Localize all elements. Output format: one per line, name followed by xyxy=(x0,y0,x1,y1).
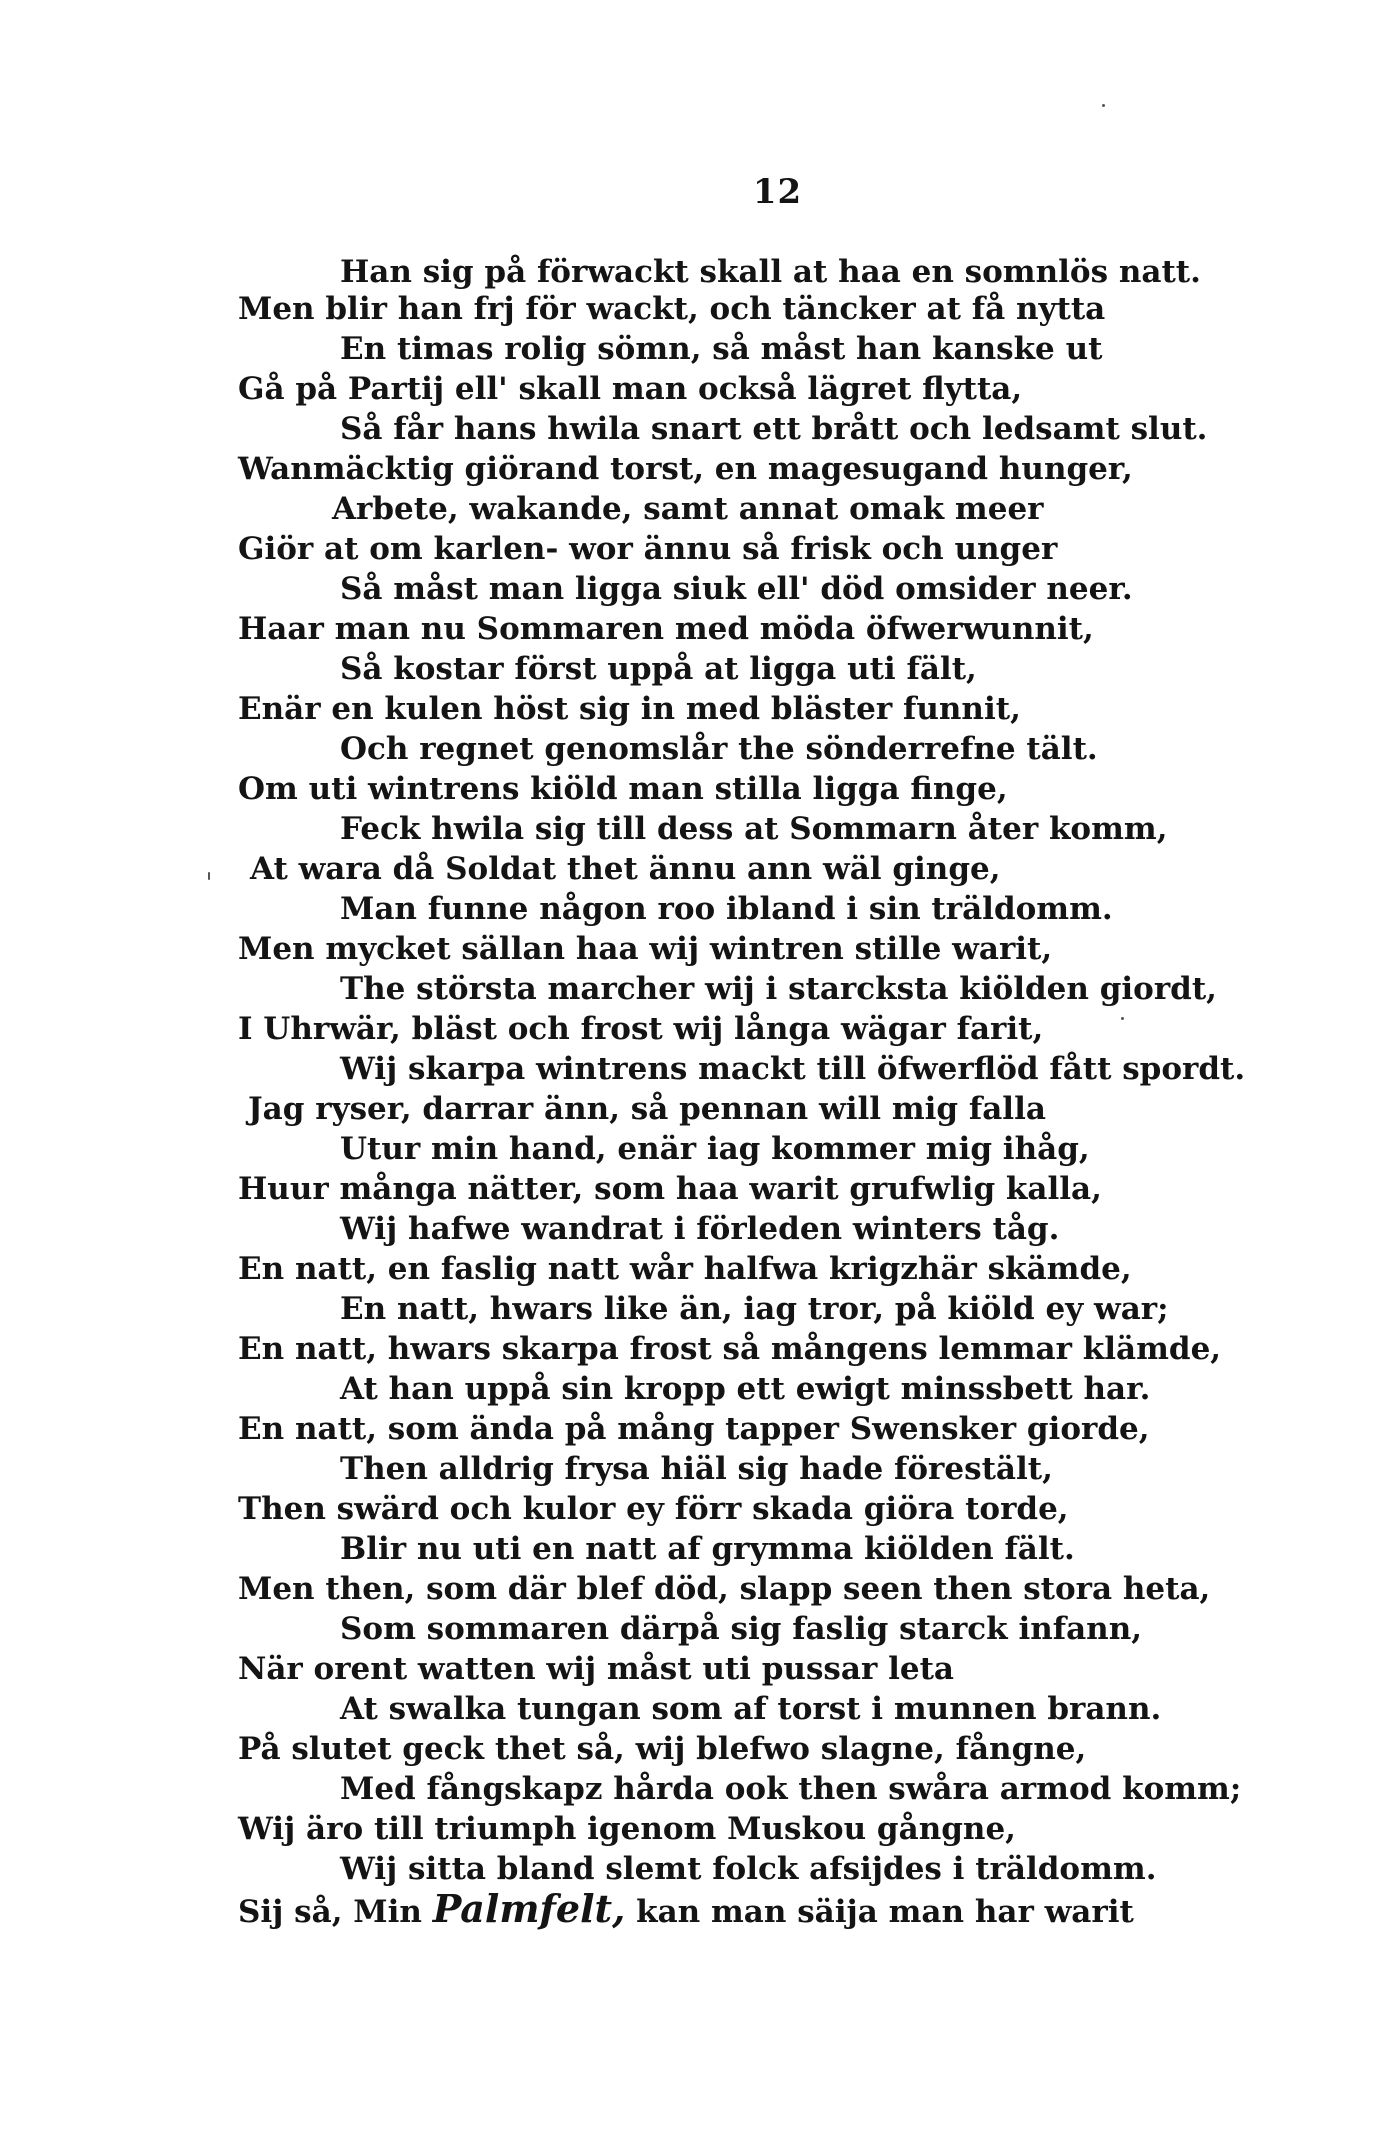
poem-line: Blir nu uti en natt af grymma kiölden fält. xyxy=(340,1531,1075,1567)
poem-line: Wij hafwe wandrat i förleden winters tåg. xyxy=(340,1211,1060,1247)
poem-line: Then alldrig frysa hiäl sig hade förestält, xyxy=(340,1451,1053,1487)
poem-line: En natt, hwars like än, iag tror, på kiöld ey war; xyxy=(340,1291,1169,1327)
page-number: 12 xyxy=(752,172,803,212)
last-line-after: kan man säija man har warit xyxy=(636,1894,1134,1930)
poem-line: At wara då Soldat thet ännu ann wäl ginge, xyxy=(250,851,1001,887)
poem-line: När orent watten wij måst uti pussar leta xyxy=(238,1651,954,1687)
poem-line: Jag ryser, darrar änn, så pennan will mig falla xyxy=(248,1091,1046,1127)
print-speck xyxy=(1121,1017,1124,1020)
poem-line: Han sig på förwackt skall at haa en somnlös natt. xyxy=(340,254,1201,290)
poem-line: Som sommaren därpå sig faslig starck infann, xyxy=(340,1611,1143,1647)
poem-line: Och regnet genomslår the sönderrefne tält. xyxy=(340,731,1098,767)
poem-line: På slutet geck thet så, wij blefwo slagne, fångne, xyxy=(238,1731,1087,1767)
poem-line: Then swärd och kulor ey förr skada giöra torde, xyxy=(238,1491,1069,1527)
poem-line: The största marcher wij i starcksta kiölden giordt, xyxy=(340,971,1217,1007)
poem-line: Enär en kulen höst sig in med bläster funnit, xyxy=(238,691,1021,727)
poem-line: Utur min hand, enär iag kommer mig ihåg, xyxy=(340,1131,1090,1167)
poem-line: I Uhrwär, bläst och frost wij långa wägar farit, xyxy=(238,1011,1044,1047)
poem-line: Wij sitta bland slemt folck afsijdes i träldomm. xyxy=(340,1851,1157,1887)
poem-line: En timas rolig sömn, så måst han kanske ut xyxy=(340,331,1103,367)
poem-line: Feck hwila sig till dess at Sommarn åter komm, xyxy=(340,811,1168,847)
poem-line: Men mycket sällan haa wij wintren stille warit, xyxy=(238,931,1053,967)
last-line-before: Sij så, Min xyxy=(238,1894,422,1930)
poem-line: Så får hans hwila snart ett brått och ledsamt slut. xyxy=(340,411,1208,447)
poem-line: En natt, som ända på mång tapper Swensker giorde, xyxy=(238,1411,1150,1447)
poem-line: Man funne någon roo ibland i sin träldomm. xyxy=(340,891,1113,927)
print-speck xyxy=(208,872,210,880)
print-speck xyxy=(1102,104,1105,107)
poem-line: Huur många nätter, som haa warit grufwlig kalla, xyxy=(238,1171,1102,1207)
poem-line: Med fångskapz hårda ook then swåra armod komm; xyxy=(340,1771,1242,1807)
poem-line: Wij äro till triumph igenom Muskou gångne, xyxy=(238,1811,1016,1847)
poem-line: At swalka tungan som af torst i munnen brann. xyxy=(340,1691,1162,1727)
poem-line: Arbete, wakande, samt annat omak meer xyxy=(332,491,1044,527)
poem-line: En natt, en faslig natt wår halfwa krigzhär skämde, xyxy=(238,1251,1132,1287)
poem-line: Wij skarpa wintrens mackt till öfwerflöd fått spordt. xyxy=(340,1051,1246,1087)
poem-line: Så kostar först uppå at ligga uti fält, xyxy=(340,651,977,687)
poem-line: Men then, som där blef död, slapp seen then stora heta, xyxy=(238,1571,1211,1607)
poem-line: En natt, hwars skarpa frost så mångens lemmar klämde, xyxy=(238,1331,1222,1367)
poem-line: Så måst man ligga siuk ell' död omsider neer. xyxy=(340,571,1133,607)
poem-line: Men blir han frj för wackt, och täncker at få nytta xyxy=(238,291,1106,327)
dedicatee-name: Palmfelt, xyxy=(432,1886,626,1931)
poem-line: At han uppå sin kropp ett ewigt minssbett har. xyxy=(340,1371,1151,1407)
poem-line: Haar man nu Sommaren med möda öfwerwunnit, xyxy=(238,611,1094,647)
poem-line: Gå på Partij ell' skall man också lägret flytta, xyxy=(238,371,1023,407)
poem-line: Giör at om karlen- wor ännu så frisk och unger xyxy=(238,531,1058,567)
poem-line: Om uti wintrens kiöld man stilla ligga finge, xyxy=(238,771,1008,807)
poem-line-last xyxy=(238,1886,1134,1932)
poem-line: Wanmäcktig giörand torst, en magesugand hunger, xyxy=(238,451,1133,487)
